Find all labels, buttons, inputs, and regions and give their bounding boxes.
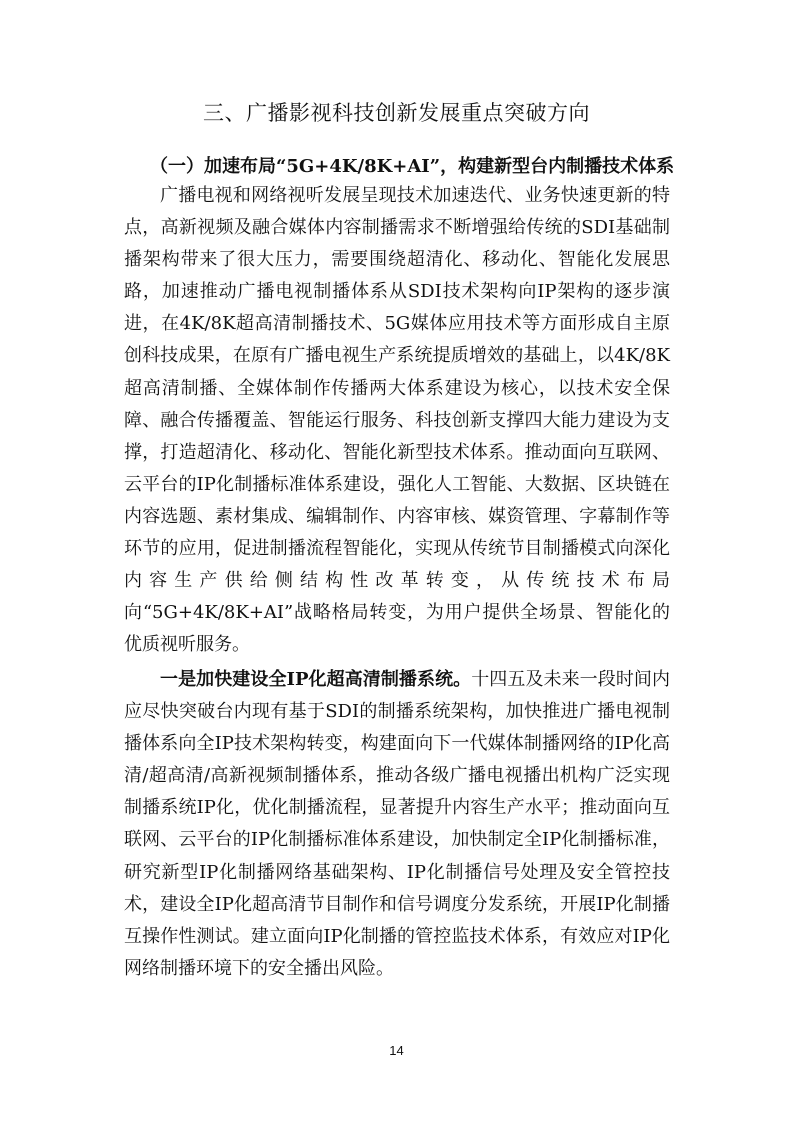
paragraph-body-text: 十四五及未来一段时间内应尽快突破台内现有基于SDI的制播系统架构，加快推进广播电视制播体系向全IP技术架构转变，构建面向下一代媒体制播网络的IP化高清/超高清/高新视频制播体系，推动各级广播电视播出机构广泛实现制播系统IP化，优化制播流程，显著提升内容生产水平；推动面向互联网、云平台的IP化制播标准体系建设，加快制定全IP化制播标准，研究新型IP化制播网络基础架构、IP化制播信号处理及安全管控技术，建设全IP化超高清节目制作和信号调度分发系统，开展IP化制播互操作性测试。建立面向IP化制播的管控监技术体系，有效应对IP化网络制播环境下的安全播出风险。 bbox=[124, 669, 670, 979]
page-number: 14 bbox=[389, 1043, 404, 1058]
paragraph-lead-text: 一是加快建设全IP化超高清制播系统。 bbox=[160, 669, 472, 690]
section-title: 三、广播影视科技创新发展重点突破方向 bbox=[203, 101, 590, 125]
body-paragraph-1: 广播电视和网络视听发展呈现技术加速迭代、业务快速更新的特点，高新视频及融合媒体内容制播需求不断增强给传统的SDI基础制播架构带来了很大压力，需要围绕超清化、移动化、智能化发展思路，加速推动广播电视制播体系从SDI技术架构向IP架构的逐步演进，在4K/8K超高清制播技术、5G媒体应用技术等方面形成自主原创科技成果，在原有广播电视生产系统提质增效的基础上，以4K/8K超高清制播、全媒体制作传播两大体系建设为核心，以技术安全保障、融合传播覆盖、智能运行服务、科技创新支撑四大能力建设为支撑，打造超清化、移动化、智能化新型技术体系。推动面向互联网、云平台的IP化制播标准体系建设，强化人工智能、大数据、区块链在内容选题、素材集成、编辑制作、内容审核、媒资管理、字幕制作等环节的应用，促进制播流程智能化，实现从传统节目制播模式向深化内容生产供给侧结构性改革转变，从传统技术布局向“5G+4K/8K+AI”战略格局转变，为用户提供全场景、智能化的优质视听服务。 bbox=[124, 185, 670, 656]
body-paragraph-2 bbox=[124, 664, 670, 985]
subsection-title: （一）加速布局“5G+4K/8K+AI”，构建新型台内制播技术体系 bbox=[150, 156, 675, 177]
